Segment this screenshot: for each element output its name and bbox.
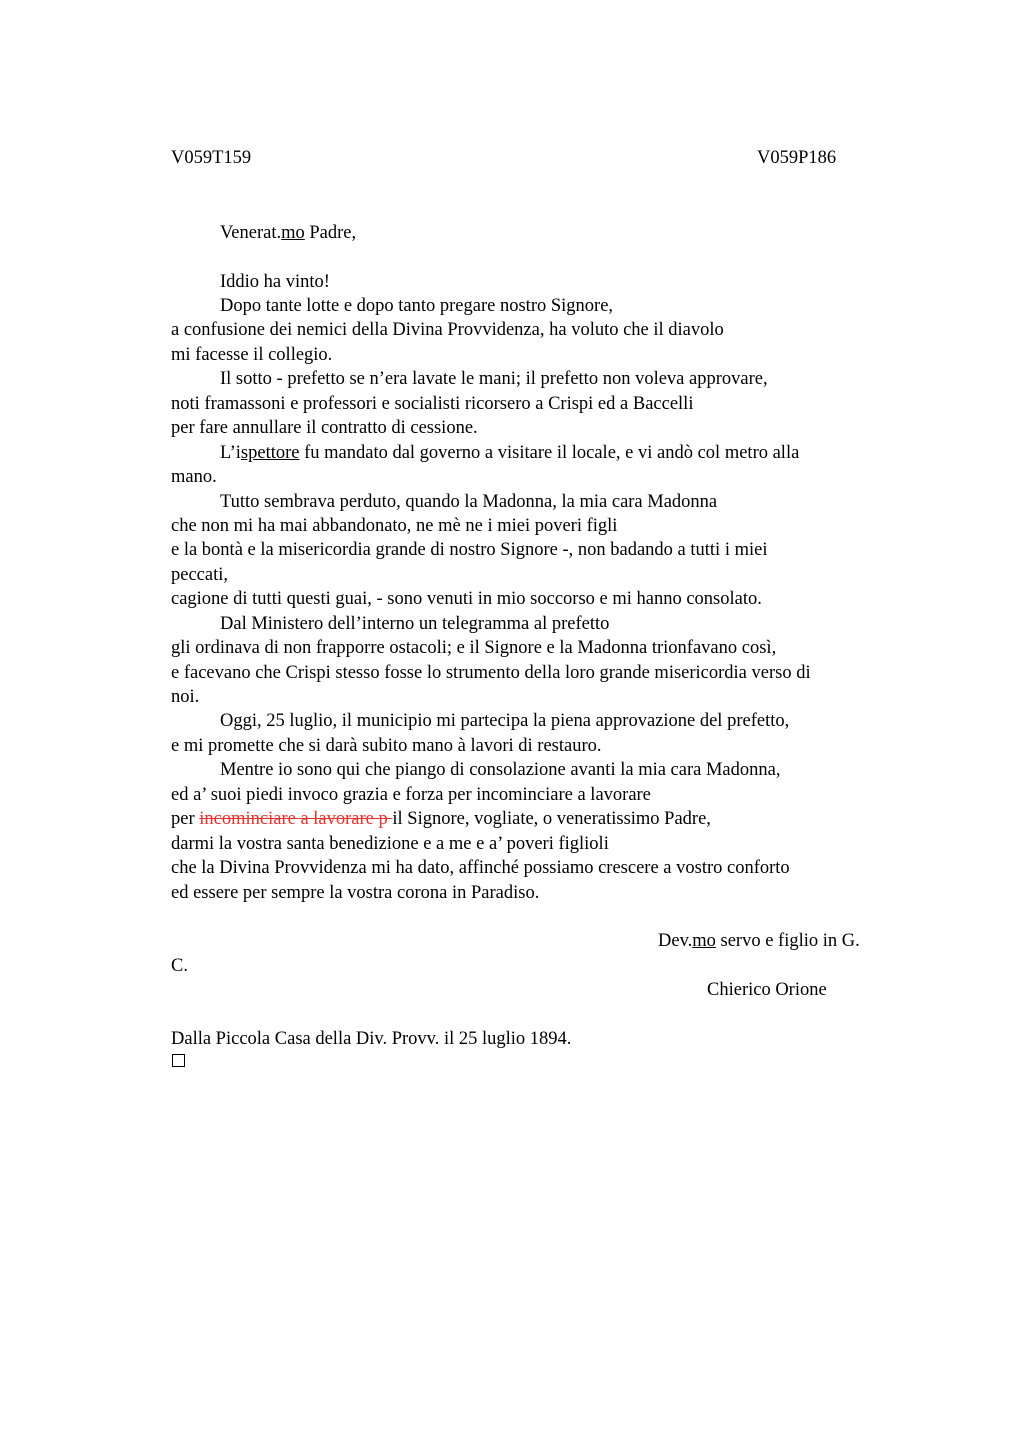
ispettore-pre: L’i <box>220 443 241 463</box>
salutation-abbrev: mo <box>281 223 305 243</box>
body-line: a confusione dei nemici della Divina Provvidenza, ha voluto che il diavolo <box>171 320 724 340</box>
closing-wrap: C. <box>171 956 188 976</box>
body-line: e mi promette che si darà subito mano à lavori di restauro. <box>171 736 602 756</box>
ispettore-underlined: spettore <box>240 443 300 463</box>
body-line: darmi la vostra santa benedizione e a me e a’ poveri figlioli <box>171 834 609 854</box>
salutation-pre: Venerat. <box>220 223 282 243</box>
ispettore-post: fu mandato dal governo a visitare il locale, e vi andò col metro alla <box>299 443 800 463</box>
body-line: e facevano che Crispi stesso fosse lo strumento della loro grande misericordia verso di <box>171 663 811 683</box>
body-line: ed essere per sempre la vostra corona in Paradiso. <box>171 883 540 903</box>
correction-pre: per <box>171 809 200 829</box>
body-line: per fare annullare il contratto di cessione. <box>171 418 478 438</box>
closing-pre: Dev. <box>658 931 693 951</box>
body-line: che la Divina Provvidenza mi ha dato, affinché possiamo crescere a vostro conforto <box>171 858 790 878</box>
dateline: Dalla Piccola Casa della Div. Provv. il 25 luglio 1894. <box>171 1029 572 1049</box>
body-line: mano. <box>171 467 217 487</box>
body-line: Oggi, 25 luglio, il municipio mi partecipa la piena approvazione del prefetto, <box>220 711 790 731</box>
body-line <box>171 807 711 831</box>
body-line: peccati, <box>171 565 228 585</box>
body-line: Tutto sembrava perduto, quando la Madonna, la mia cara Madonna <box>220 492 718 512</box>
body-line: noti framassoni e professori e socialisti ricorsero a Crispi ed a Baccelli <box>171 394 694 414</box>
signature: Chierico Orione <box>707 980 827 1000</box>
salutation-post: Padre, <box>304 223 357 243</box>
body-line: Il sotto - prefetto se n’era lavate le mani; il prefetto non voleva approvare, <box>220 369 768 389</box>
body-line: noi. <box>171 687 200 707</box>
body-line: Iddio ha vinto! <box>220 272 330 292</box>
body-line: mi facesse il collegio. <box>171 345 333 365</box>
closing-abbrev: mo <box>692 931 716 951</box>
body-line <box>220 441 799 465</box>
body-line: cagione di tutti questi guai, - sono venuti in mio soccorso e mi hanno consolato. <box>171 589 762 609</box>
body-line: che non mi ha mai abbandonato, ne mè ne i miei poveri figli <box>171 516 618 536</box>
body-line: Dopo tante lotte e dopo tanto pregare nostro Signore, <box>220 296 614 316</box>
salutation <box>220 221 356 245</box>
body-line: gli ordinava di non frapporre ostacoli; e il Signore e la Madonna trionfavano così, <box>171 638 777 658</box>
header-right-code: V059P186 <box>757 148 837 168</box>
body-line: ed a’ suoi piedi invoco grazia e forza per incominciare a lavorare <box>171 785 651 805</box>
closing <box>658 929 860 953</box>
header-left-code: V059T159 <box>171 148 252 168</box>
body-line: Mentre io sono qui che piango di consolazione avanti la mia cara Madonna, <box>220 760 781 780</box>
body-line: Dal Ministero dell’interno un telegramma al prefetto <box>220 614 610 634</box>
deleted-text: incominciare a lavorare p <box>199 809 393 829</box>
correction-post: il Signore, vogliate, o veneratissimo Padre, <box>392 809 711 829</box>
body-line: e la bontà e la misericordia grande di nostro Signore -, non badando a tutti i miei <box>171 540 768 560</box>
closing-post: servo e figlio in G. <box>715 931 860 951</box>
checkbox-glyph <box>172 1054 185 1067</box>
